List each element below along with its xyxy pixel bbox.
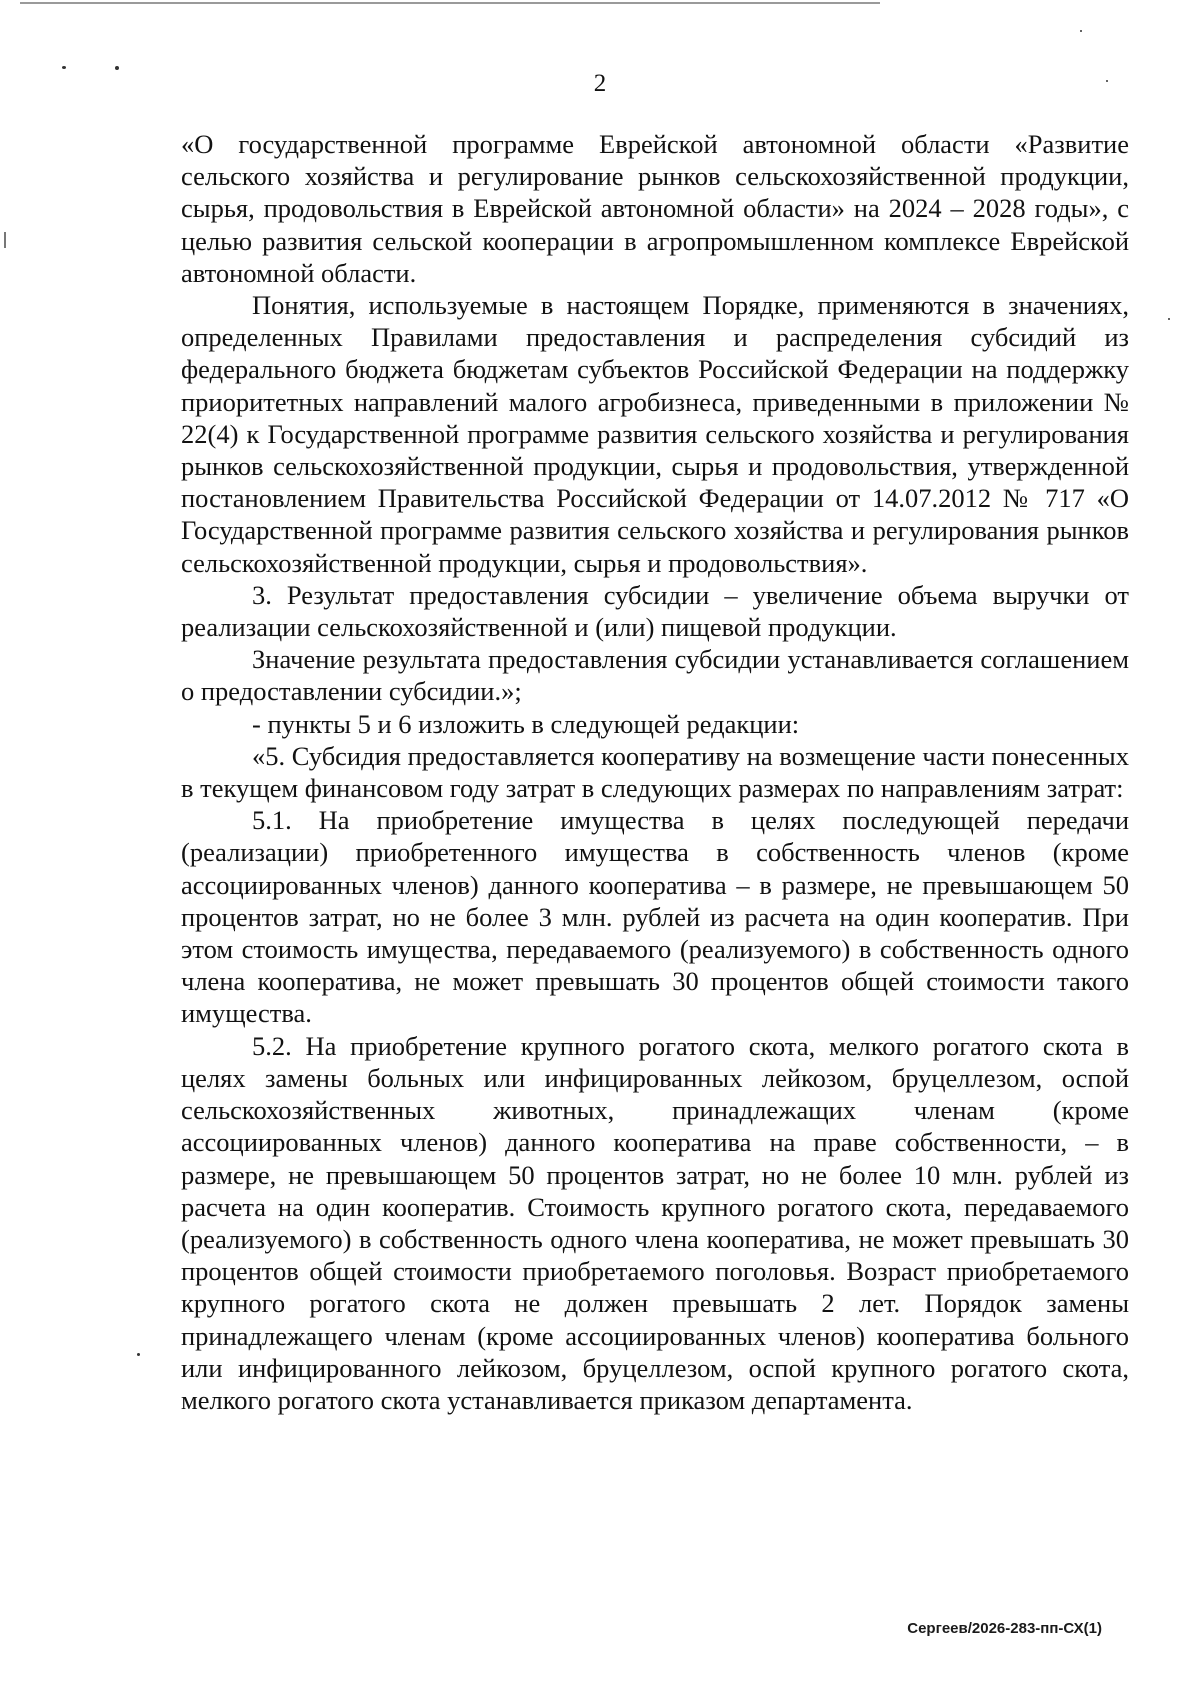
page-number: 2 xyxy=(593,70,607,97)
scan-speck xyxy=(1080,30,1082,32)
paragraph: «О государственной программе Еврейской автономной области «Развитие сельского хозяйства и регулирование рынков сельскохозяйственной продукции, сырья, продовольствия в Еврейской автономной области» на 2024 – 2028 годы», с целью развития сельской кооперации в агропромышленном комплексе Еврейской автономной области. xyxy=(181,129,1129,288)
paragraph: - пункты 5 и 6 изложить в следующей редакции: xyxy=(252,708,800,739)
paragraph: «5. Субсидия предоставляется кооперативу на возмещение части понесенных в текущем финансовом году затрат в следующих размерах по направлениям затрат: xyxy=(181,740,1129,804)
document-reference-number: Сергеев/2026-283-пп-СХ(1) xyxy=(907,1620,1102,1637)
paragraph: 3. Результат предоставления субсидии – увеличение объема выручки от реализации сельскохозяйственной и (или) пищевой продукции. xyxy=(181,579,1129,643)
document-body xyxy=(181,128,1129,1416)
scan-speck xyxy=(1168,318,1170,320)
paragraph: Значение результата предоставления субсидии устанавливается соглашением о предоставлении субсидии.»; xyxy=(181,644,1129,707)
scan-speck xyxy=(137,1353,140,1356)
paragraph: 5.2. На приобретение крупного рогатого скота, мелкого рогатого скота в целях замены больных или инфицированных лейкозом, бруцеллезом, оспой сельскохозяйственных животных, принадлежащих членам (кроме ассоциированных членов) данного кооператива на праве собственности, – в размере, не превышающем 50 процентов затрат, но не более 10 млн. рублей из расчета на один кооператив. Стоимость крупного рогатого скота, передаваемого (реализуемого) в собственность одного члена кооператива, не может превышать 30 процентов общей стоимости приобретаемого поголовья. Возраст приобретаемого крупного рогатого скота не должен превышать 2 лет. Порядок замены принадлежащего членам (кроме ассоциированных членов) кооператива больного или инфицированного лейкозом, бруцеллезом, оспой крупного рогатого скота, мелкого рогатого скота устанавливается приказом департамента. xyxy=(181,1030,1129,1415)
scan-speck xyxy=(62,66,66,69)
scan-top-edge xyxy=(20,2,880,4)
paragraph: 5.1. На приобретение имущества в целях последующей передачи (реализации) приобретенного имущества в собственность членов (кроме ассоциированных членов) данного кооператива – в размере, не превышающем 50 процентов затрат, но не более 3 млн. рублей из расчета на один кооператив. При этом стоимость имущества, передаваемого (реализуемого) в собственность одного члена кооператива, не может превышать 30 процентов общей стоимости такого имущества. xyxy=(181,805,1129,1029)
paragraph: Понятия, используемые в настоящем Порядке, применяются в значениях, определенных Правилами предоставления и распределения субсидий из федерального бюджета бюджетам субъектов Российской Федерации на поддержку приоритетных направлений малого агробизнеса, приведенными в приложении № 22(4) к Государственной программе развития сельского хозяйства и регулирования рынков сельскохозяйственной продукции, сырья и продовольствия, утвержденной постановлением Правительства Российской Федерации от 14.07.2012 № 717 «О Государственной программе развития сельского хозяйства и регулирования рынков сельскохозяйственной продукции, сырья и продовольствия». xyxy=(181,290,1129,578)
scan-speck xyxy=(4,232,6,248)
